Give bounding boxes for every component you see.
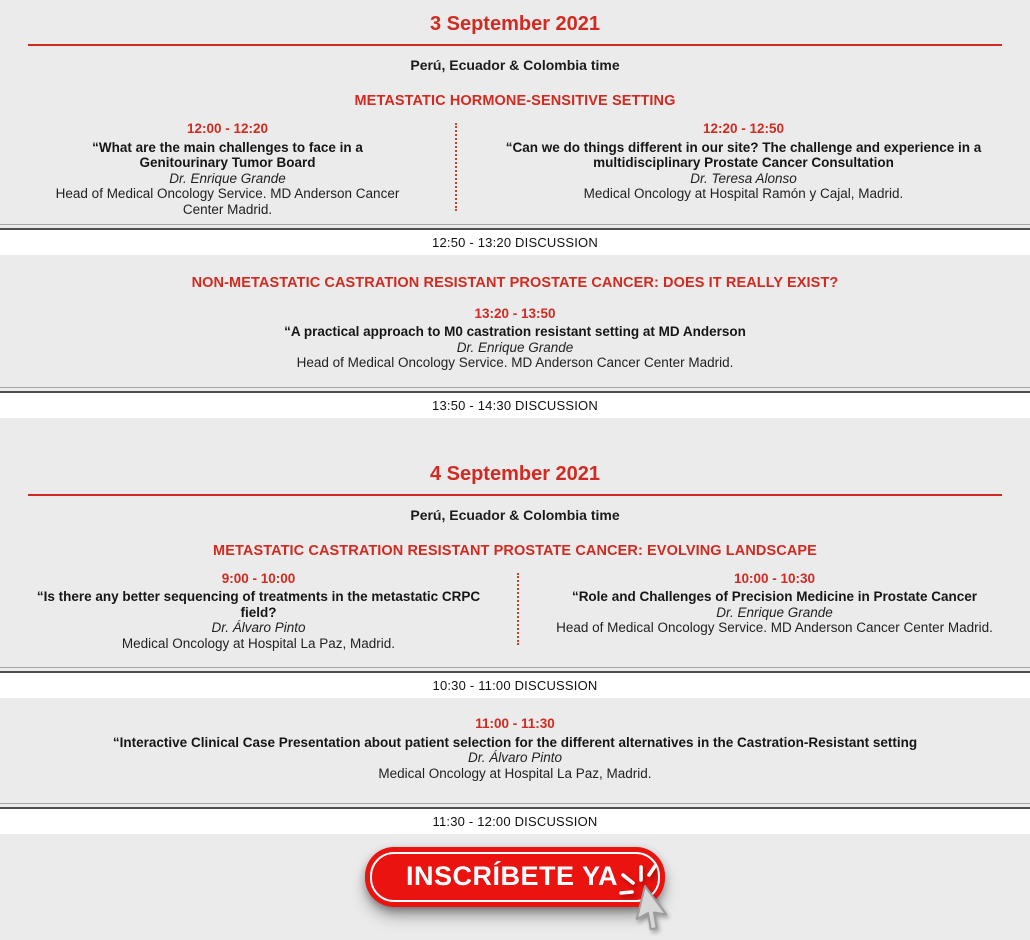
talk-block [0,571,517,652]
talk-block [0,121,455,217]
day-2-timezone-note: Perú, Ecuador & Colombia time [410,506,620,523]
day-1-divider-rule [28,44,1002,46]
talk-time: 12:00 - 12:20 [186,121,269,137]
register-now-button[interactable] [365,847,665,907]
talk-block [457,121,1030,202]
cta-container [0,847,1030,907]
day-1-section-2-title: NON-METASTATIC CASTRATION RESISTANT PROSTATE CANCER: DOES IT REALLY EXIST? [191,275,839,292]
talk-time: 12:20 - 12:50 [702,121,785,137]
talk-speaker: Dr. Álvaro Pinto [467,750,563,766]
talk-title: “Interactive Clinical Case Presentation about patient selection for the different alternatives in the Castration-Resistant setting [112,734,918,750]
talk-affiliation: Head of Medical Oncology Service. MD Anderson Cancer Center Madrid. [296,355,734,371]
talk-speaker: Dr. Álvaro Pinto [211,620,306,636]
talk-speaker: Dr. Enrique Grande [456,339,574,355]
talk-affiliation: Medical Oncology at Hospital La Paz, Madrid. [121,635,396,651]
talk-block [519,571,1030,636]
day-1-date-title: 3 September 2021 [429,13,601,35]
discussion-bar-label: 13:50 - 14:30 DISCUSSION [0,393,1030,418]
talk-block [0,716,1030,781]
discussion-bar [0,803,1030,834]
cta-inner-outline [370,852,660,902]
day-1-talks-row [0,121,1030,217]
discussion-bar [0,667,1030,698]
talk-title: “What are the main challenges to face in a Genitourinary Tumor Board [92,139,363,171]
day-2-date-title: 4 September 2021 [429,462,601,485]
discussion-bar-label: 12:50 - 13:20 DISCUSSION [0,230,1030,255]
talk-speaker: Dr. Enrique Grande [169,170,286,186]
talk-title: “Is there any better sequencing of treatments in the metastatic CRPC field? [36,589,481,620]
talk-speaker: Dr. Teresa Alonso [690,170,797,186]
talk-title: “A practical approach to M0 castration resistant setting at MD Anderson [284,324,746,340]
discussion-bar-label: 10:30 - 11:00 DISCUSSION [0,673,1030,698]
talk-affiliation: Head of Medical Oncology Service. MD Anderson Cancer Center Madrid. [55,186,400,217]
day-2-talks-row [0,571,1030,652]
talk-block [0,306,1030,371]
talk-time: 11:00 - 11:30 [475,716,555,732]
discussion-bar-label: 11:30 - 12:00 DISCUSSION [0,809,1030,834]
talk-affiliation: Medical Oncology at Hospital Ramón y Cajal, Madrid. [583,186,904,202]
talk-affiliation: Head of Medical Oncology Service. MD Anderson Cancer Center Madrid. [556,620,993,636]
day-1-section-1-title: METASTATIC HORMONE-SENSITIVE SETTING [354,93,676,110]
talk-title: “Role and Challenges of Precision Medicine in Prostate Cancer [571,589,978,605]
day-1-timezone-note: Perú, Ecuador & Colombia time [410,57,620,73]
talk-speaker: Dr. Enrique Grande [716,604,833,620]
talk-time: 9:00 - 10:00 [221,570,296,586]
discussion-bar [0,224,1030,255]
talk-time: 10:00 - 10:30 [733,570,816,586]
talk-affiliation: Medical Oncology at Hospital La Paz, Madrid. [378,765,652,781]
day-2-divider-rule [28,494,1002,496]
talk-time: 13:20 - 13:50 [474,305,556,321]
cta-label: INSCRÍBETE YA [405,860,619,891]
day-2-section-1-title: METASTATIC CASTRATION RESISTANT PROSTATE CANCER: EVOLVING LANDSCAPE [213,543,817,560]
talk-title: “Can we do things different in our site? The challenge and experience in a multidisciplinary Prostate Cancer Consultation [505,139,982,171]
discussion-bar [0,387,1030,418]
